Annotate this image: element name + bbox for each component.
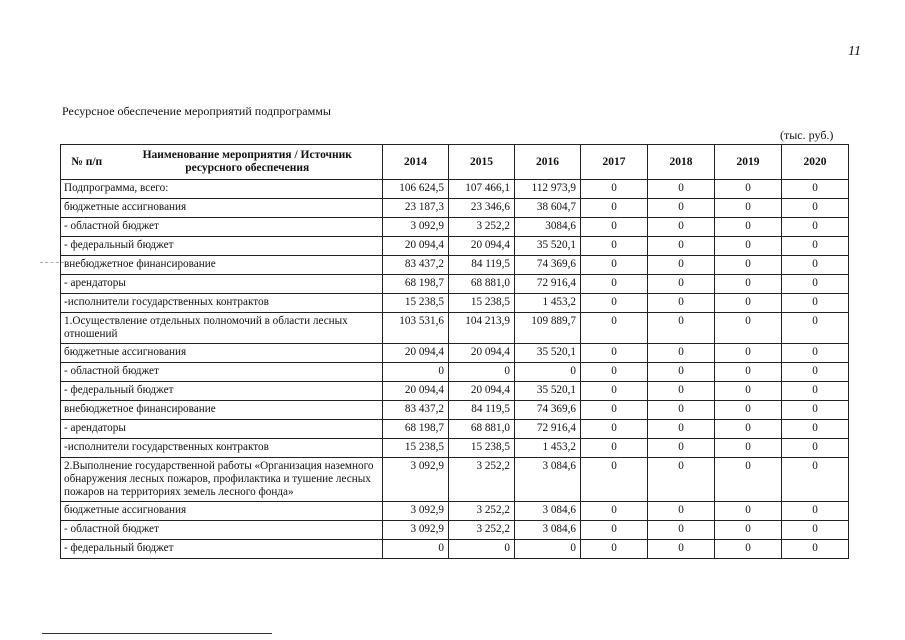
table-row: [61, 218, 849, 237]
row-value: 0: [648, 294, 715, 313]
row-value: 0: [715, 439, 782, 458]
row-value: 0: [648, 180, 715, 199]
row-value: 20 094,4: [449, 382, 515, 401]
row-value: 20 094,4: [449, 237, 515, 256]
row-value: 0: [715, 521, 782, 540]
row-value: 0: [581, 363, 648, 382]
row-value: 0: [715, 256, 782, 275]
row-name: 1.Осуществление отдельных полномочий в области лесных отношений: [61, 313, 383, 344]
row-value: 109 889,7: [515, 313, 581, 344]
row-value: 3 252,2: [449, 521, 515, 540]
row-value: 0: [715, 294, 782, 313]
row-value: 0: [581, 256, 648, 275]
table-row: [61, 199, 849, 218]
row-value: 3 252,2: [449, 218, 515, 237]
table-header: [61, 145, 849, 180]
row-value: 0: [581, 199, 648, 218]
row-value: 0: [515, 540, 581, 559]
page-number: 11: [848, 44, 861, 59]
table-row: [61, 313, 849, 344]
document-title: Ресурсное обеспечение мероприятий подпрограммы: [62, 104, 331, 118]
row-value: 0: [715, 502, 782, 521]
row-value: 0: [581, 275, 648, 294]
row-name: Подпрограмма, всего:: [61, 180, 383, 199]
row-value: 0: [782, 199, 849, 218]
row-value: 0: [782, 521, 849, 540]
row-value: 0: [648, 382, 715, 401]
row-value: 15 238,5: [383, 439, 449, 458]
row-name: бюджетные ассигнования: [61, 199, 383, 218]
header-row: [61, 145, 849, 180]
row-value: 0: [581, 540, 648, 559]
row-value: 1 453,2: [515, 294, 581, 313]
row-value: 74 369,6: [515, 401, 581, 420]
row-value: 0: [782, 256, 849, 275]
resource-table: [60, 144, 849, 559]
row-name: - арендаторы: [61, 420, 383, 439]
row-value: 0: [648, 256, 715, 275]
row-value: 0: [782, 275, 849, 294]
row-value: 0: [648, 218, 715, 237]
units-label: (тыс. руб.): [780, 128, 834, 142]
row-value: 0: [383, 540, 449, 559]
table-row: [61, 401, 849, 420]
row-value: 0: [782, 363, 849, 382]
row-name: внебюджетное финансирование: [61, 401, 383, 420]
row-value: 0: [782, 218, 849, 237]
row-value: 0: [648, 344, 715, 363]
row-name: -исполнители государственных контрактов: [61, 294, 383, 313]
row-value: 0: [715, 382, 782, 401]
row-value: 0: [581, 401, 648, 420]
row-value: 0: [581, 458, 648, 502]
row-value: 35 520,1: [515, 344, 581, 363]
row-value: 0: [715, 363, 782, 382]
row-value: 3 084,6: [515, 458, 581, 502]
row-value: 3 252,2: [449, 502, 515, 521]
row-name: -исполнители государственных контрактов: [61, 439, 383, 458]
row-value: 84 119,5: [449, 401, 515, 420]
row-value: 3 084,6: [515, 521, 581, 540]
row-value: 0: [581, 237, 648, 256]
row-value: 20 094,4: [383, 344, 449, 363]
row-value: 0: [782, 382, 849, 401]
row-value: 0: [782, 294, 849, 313]
row-value: 0: [782, 313, 849, 344]
row-value: 0: [648, 458, 715, 502]
row-value: 0: [581, 218, 648, 237]
row-value: 3084,6: [515, 218, 581, 237]
row-value: 0: [648, 502, 715, 521]
row-value: 15 238,5: [449, 294, 515, 313]
row-name: внебюджетное финансирование: [61, 256, 383, 275]
row-value: 72 916,4: [515, 420, 581, 439]
table-row: [61, 502, 849, 521]
row-value: 0: [715, 420, 782, 439]
row-value: 0: [648, 521, 715, 540]
row-value: 84 119,5: [449, 256, 515, 275]
row-value: 0: [581, 420, 648, 439]
table-row: [61, 237, 849, 256]
row-value: 0: [581, 313, 648, 344]
row-value: 15 238,5: [383, 294, 449, 313]
row-value: 1 453,2: [515, 439, 581, 458]
row-value: 0: [648, 401, 715, 420]
row-value: 0: [715, 344, 782, 363]
header-name: Наименование мероприятия / Источник ресурсного обеспечения: [113, 145, 383, 180]
row-value: 104 213,9: [449, 313, 515, 344]
row-name: - областной бюджет: [61, 521, 383, 540]
row-value: 15 238,5: [449, 439, 515, 458]
row-value: 0: [715, 218, 782, 237]
row-value: 0: [715, 401, 782, 420]
row-value: 83 437,2: [383, 401, 449, 420]
row-value: 3 084,6: [515, 502, 581, 521]
table-row: [61, 275, 849, 294]
row-name: - федеральный бюджет: [61, 237, 383, 256]
row-value: 107 466,1: [449, 180, 515, 199]
row-value: 0: [715, 275, 782, 294]
table-row: [61, 256, 849, 275]
table-row: [61, 382, 849, 401]
row-value: 72 916,4: [515, 275, 581, 294]
row-value: 38 604,7: [515, 199, 581, 218]
row-value: 0: [648, 275, 715, 294]
row-value: 20 094,4: [449, 344, 515, 363]
row-name: - арендаторы: [61, 275, 383, 294]
header-year: 2019: [715, 145, 782, 180]
row-value: 68 881,0: [449, 275, 515, 294]
row-name: бюджетные ассигнования: [61, 502, 383, 521]
table-row: [61, 180, 849, 199]
row-value: 0: [449, 540, 515, 559]
row-value: 0: [581, 521, 648, 540]
table-row: [61, 521, 849, 540]
row-value: 3 092,9: [383, 502, 449, 521]
row-value: 0: [648, 199, 715, 218]
row-value: 0: [648, 540, 715, 559]
row-value: 35 520,1: [515, 237, 581, 256]
row-value: 0: [782, 439, 849, 458]
row-value: 103 531,6: [383, 313, 449, 344]
table-row: [61, 294, 849, 313]
header-year: 2018: [648, 145, 715, 180]
table-row: [61, 458, 849, 502]
row-value: 74 369,6: [515, 256, 581, 275]
row-value: 0: [515, 363, 581, 382]
row-value: 0: [782, 502, 849, 521]
row-value: 0: [648, 237, 715, 256]
row-name: бюджетные ассигнования: [61, 344, 383, 363]
row-value: 3 092,9: [383, 218, 449, 237]
row-value: 0: [648, 313, 715, 344]
row-value: 0: [782, 458, 849, 502]
row-name: - областной бюджет: [61, 363, 383, 382]
row-value: 0: [782, 237, 849, 256]
row-value: 0: [715, 458, 782, 502]
row-value: 3 092,9: [383, 521, 449, 540]
row-value: 0: [581, 344, 648, 363]
table-row: [61, 420, 849, 439]
row-value: 0: [715, 199, 782, 218]
row-value: 68 881,0: [449, 420, 515, 439]
row-value: 0: [581, 180, 648, 199]
row-value: 0: [782, 401, 849, 420]
row-value: 0: [581, 502, 648, 521]
row-value: 0: [581, 382, 648, 401]
row-name: - федеральный бюджет: [61, 540, 383, 559]
row-value: 0: [782, 344, 849, 363]
row-value: 106 624,5: [383, 180, 449, 199]
row-value: 3 252,2: [449, 458, 515, 502]
row-value: 68 198,7: [383, 420, 449, 439]
row-value: 0: [715, 180, 782, 199]
header-number: № п/п: [61, 145, 113, 180]
bottom-divider: [42, 633, 272, 634]
header-year: 2015: [449, 145, 515, 180]
row-value: 0: [715, 237, 782, 256]
row-value: 0: [782, 540, 849, 559]
row-value: 0: [648, 363, 715, 382]
row-value: 0: [581, 294, 648, 313]
row-value: 0: [648, 439, 715, 458]
row-value: 20 094,4: [383, 382, 449, 401]
row-name: - федеральный бюджет: [61, 382, 383, 401]
header-year: 2016: [515, 145, 581, 180]
table-row: [61, 540, 849, 559]
row-value: 0: [383, 363, 449, 382]
row-value: 35 520,1: [515, 382, 581, 401]
row-name: - областной бюджет: [61, 218, 383, 237]
row-value: 20 094,4: [383, 237, 449, 256]
header-year: 2020: [782, 145, 849, 180]
row-value: 0: [782, 420, 849, 439]
row-value: 3 092,9: [383, 458, 449, 502]
row-value: 0: [581, 439, 648, 458]
header-year: 2017: [581, 145, 648, 180]
header-year: 2014: [383, 145, 449, 180]
table-row: [61, 363, 849, 382]
row-value: 0: [449, 363, 515, 382]
row-value: 0: [648, 420, 715, 439]
row-value: 23 187,3: [383, 199, 449, 218]
row-name: 2.Выполнение государственной работы «Организация наземного обнаружения лесных пожаров, профилактика и тушение лесных пожаров на территориях земель лесного фонда»: [61, 458, 383, 502]
table-body: [61, 180, 849, 559]
row-value: 23 346,6: [449, 199, 515, 218]
row-value: 0: [782, 180, 849, 199]
row-value: 0: [715, 540, 782, 559]
row-value: 0: [715, 313, 782, 344]
row-value: 68 198,7: [383, 275, 449, 294]
table-row: [61, 344, 849, 363]
row-value: 112 973,9: [515, 180, 581, 199]
table-row: [61, 439, 849, 458]
row-value: 83 437,2: [383, 256, 449, 275]
